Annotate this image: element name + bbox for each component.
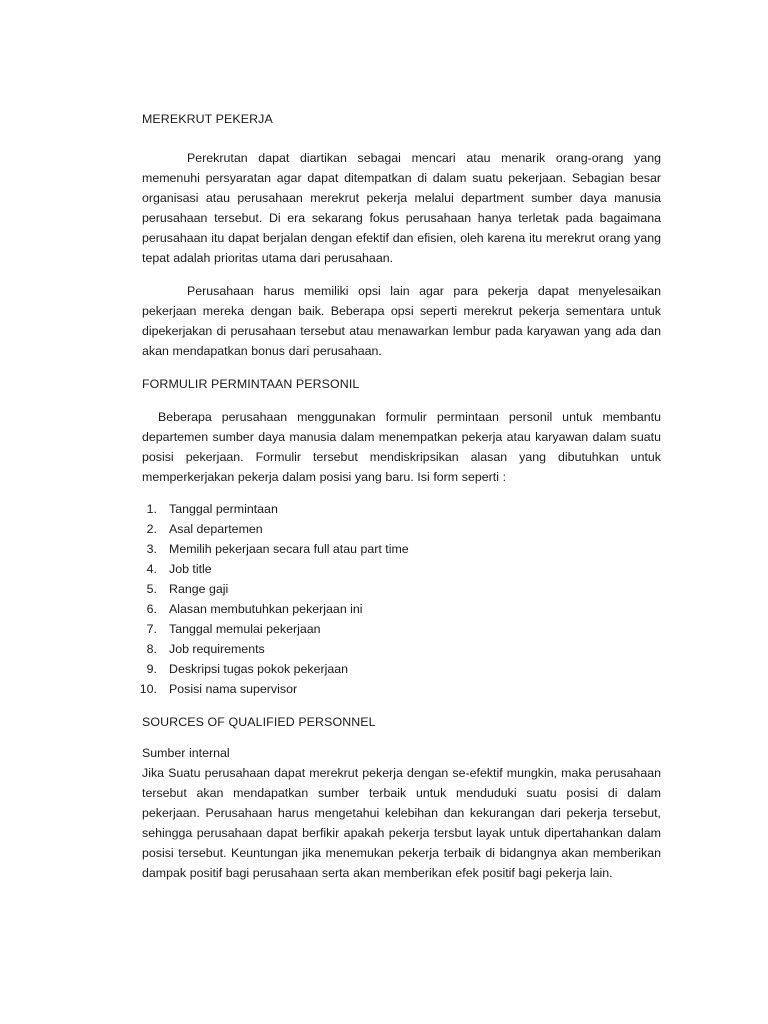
paragraph-formulir: Beberapa perusahaan menggunakan formulir permintaan personil untuk membantu departemen sumber daya manusia dalam menempatkan pekerja atau karyawan dalam suatu posisi pekerjaan. Formulir tersebut mendiskripsikan alasan yang dibutuhkan untuk memperkerjakan pekerja dalam posisi yang baru. Isi form seperti : <box>142 410 661 484</box>
list-item <box>142 539 661 559</box>
list-text: Job requirements <box>169 642 265 656</box>
list-text: Memilih pekerjaan secara full atau part time <box>169 542 409 556</box>
list-item <box>142 619 661 639</box>
list-item <box>142 639 661 659</box>
list-text: Tanggal memulai pekerjaan <box>169 622 321 636</box>
list-item <box>142 599 661 619</box>
list-text: Asal departemen <box>169 522 263 536</box>
section-title-sources: SOURCES OF QUALIFIED PERSONNEL <box>142 715 376 729</box>
list-text: Range gaji <box>169 582 229 596</box>
list-number: 8. <box>146 642 157 656</box>
paragraph-sumber-internal: Jika Suatu perusahaan dapat merekrut pekerja dengan se-efektif mungkin, maka perusahaan tersebut akan mendapatkan sumber terbaik untuk menduduki suatu posisi di dalam pekerjaan. Perusahaan harus mengetahui kelebihan dan kekurangan dari pekerja tersebut, sehingga perusahaan dapat berfikir apakah pekerja tersbut layak untuk dipertahankan dalam posisi tersebut. Keuntungan jika menemukan pekerja terbaik di bidangnya akan memberikan dampak positif bagi perusahaan serta akan memberikan efek positif bagi pekerja lain. <box>142 766 661 880</box>
document-title: MEREKRUT PEKERJA <box>142 112 273 126</box>
list-text: Deskripsi tugas pokok pekerjaan <box>169 662 349 676</box>
list-item <box>142 559 661 579</box>
list-text: Posisi nama supervisor <box>169 682 298 696</box>
list-number: 6. <box>146 602 157 616</box>
list-item <box>142 499 661 519</box>
paragraph-perekrutan: Perekrutan dapat diartikan sebagai mencari atau menarik orang-orang yang memenuhi persyaratan agar dapat ditempatkan di dalam suatu pekerjaan. Sebagian besar organisasi atau perusahaan merekrut pekerja melalui department sumber daya manusia perusahaan tersebut. Di era sekarang fokus perusahaan hanya terletak pada bagaimana perusahaan itu dapat berjalan dengan efektif dan efisien, oleh karena itu merekrut orang yang tepat adalah prioritas utama dari perusahaan. <box>142 151 661 265</box>
list-item <box>142 519 661 539</box>
list-number: 3. <box>146 542 157 556</box>
list-number: 4. <box>146 562 157 576</box>
list-text: Tanggal permintaan <box>169 502 278 516</box>
list-item <box>139 679 661 699</box>
list-text: Job title <box>169 562 212 576</box>
list-item <box>142 579 661 599</box>
paragraph-opsi: Perusahaan harus memiliki opsi lain agar para pekerja dapat menyelesaikan pekerjaan mereka dengan baik. Beberapa opsi seperti merekrut pekerja sementara untuk dipekerjakan di perusahaan tersebut atau menawarkan lembur pada karyawan yang ada dan akan mendapatkan bonus dari perusahaan. <box>142 284 661 358</box>
list-number: 5. <box>146 582 157 596</box>
list-number: 7. <box>146 622 157 636</box>
list-number: 1. <box>146 502 157 516</box>
list-text: Alasan membutuhkan pekerjaan ini <box>169 602 363 616</box>
list-number: 2. <box>146 522 157 536</box>
section-title-formulir: FORMULIR PERMINTAAN PERSONIL <box>142 377 360 391</box>
list-number: 10. <box>139 682 157 696</box>
list-item <box>142 659 661 679</box>
form-fields-list <box>139 499 661 699</box>
list-number: 9. <box>146 662 157 676</box>
subheading-sumber-internal: Sumber internal <box>142 746 230 760</box>
